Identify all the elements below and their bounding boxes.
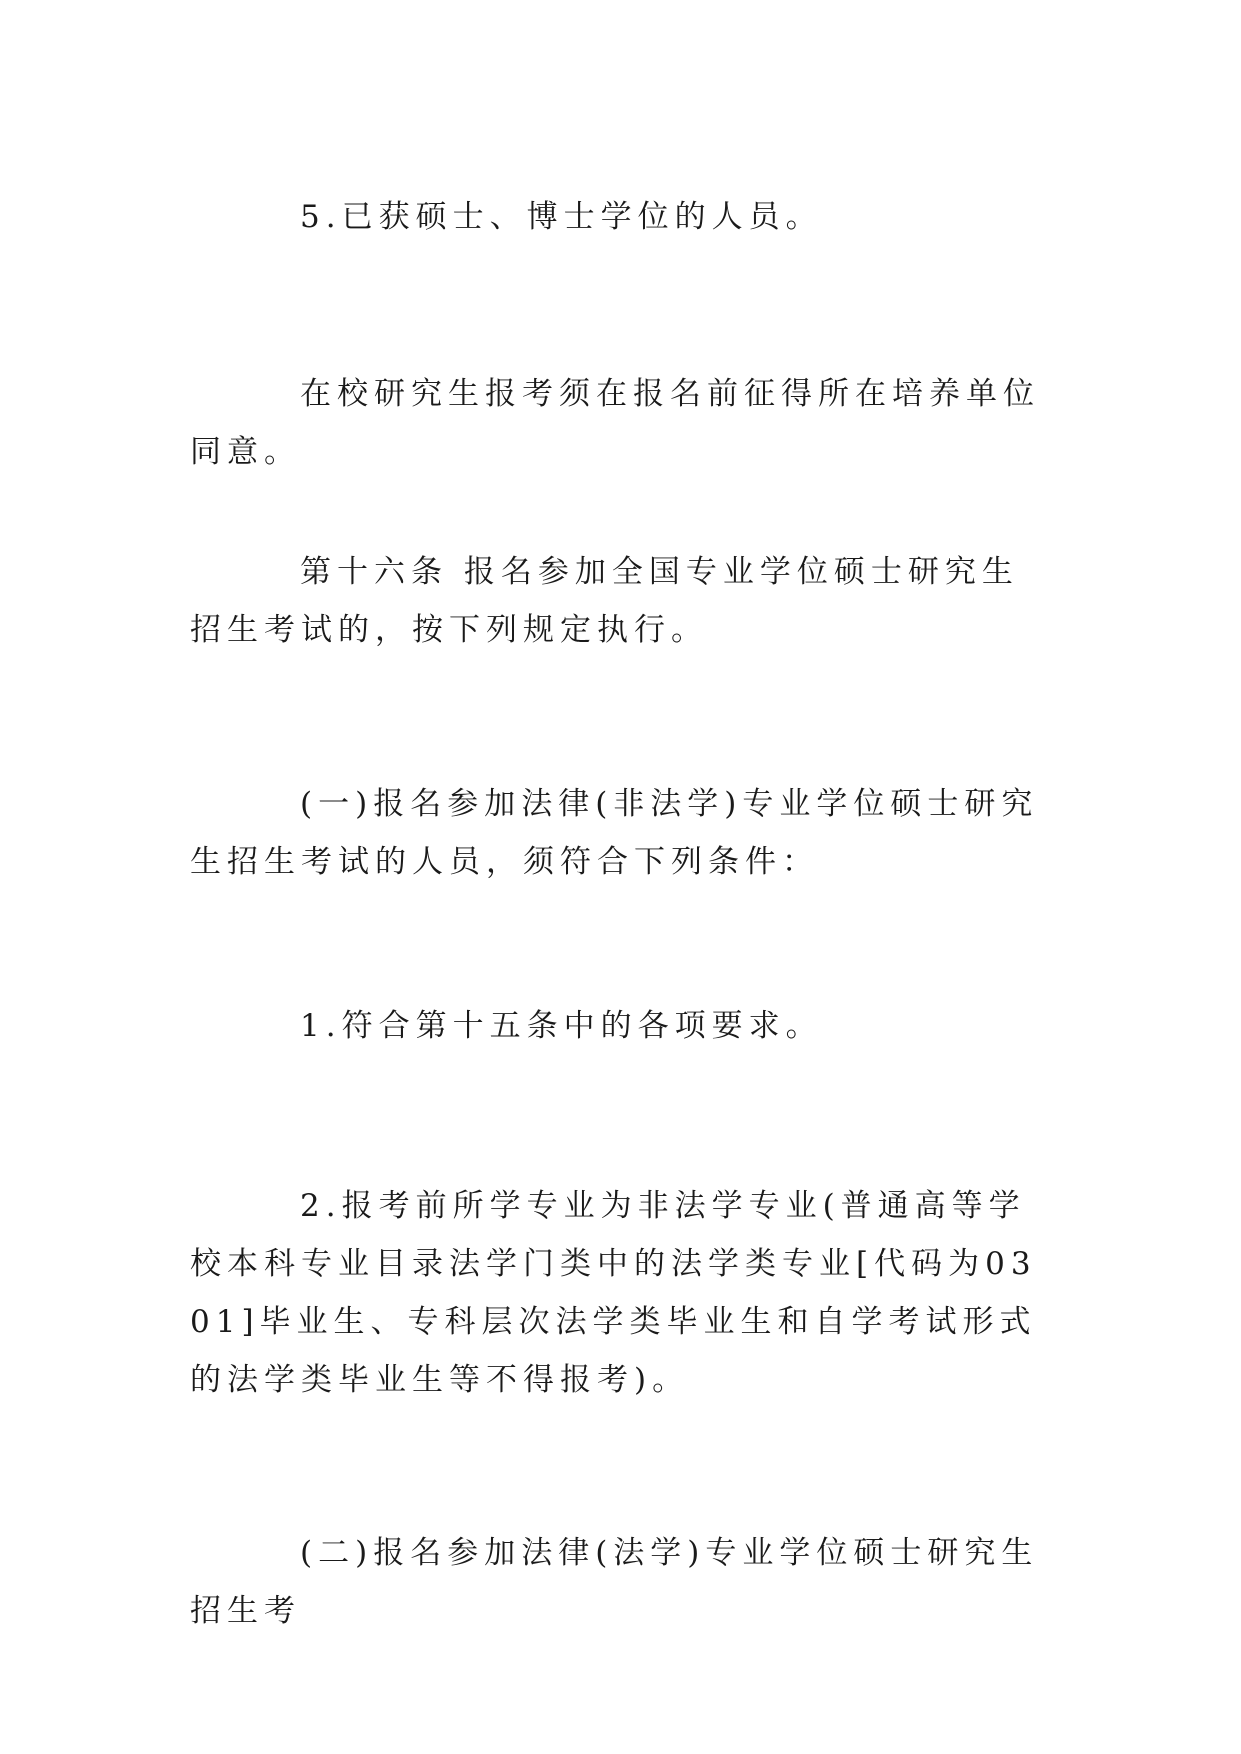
paragraph-law-law-conditions: (二)报名参加法律(法学)专业学位硕士研究生招生考 — [190, 1535, 1039, 1629]
paragraph-condition-1: 1.符合第十五条中的各项要求。 — [300, 1008, 823, 1044]
paragraph-law-non-law-conditions: (一)报名参加法律(非法学)专业学位硕士研究生招生考试的人员，须符合下列条件： — [190, 786, 1039, 880]
paragraph-degree-holders: 5.已获硕士、博士学位的人员。 — [300, 199, 823, 235]
paragraph-condition-2: 2.报考前所学专业为非法学专业(普通高等学校本科专业目录法学门类中的法学类专业[代码为0301]毕业生、专科层次法学类毕业生和自学考试形式的法学类毕业生等不得报考)。 — [190, 1188, 1037, 1398]
paragraph-enrolled-students: 在校研究生报考须在报名前征得所在培养单位同意。 — [190, 376, 1040, 470]
paragraph-article-16: 第十六条 报名参加全国专业学位硕士研究生招生考试的，按下列规定执行。 — [190, 554, 1019, 648]
